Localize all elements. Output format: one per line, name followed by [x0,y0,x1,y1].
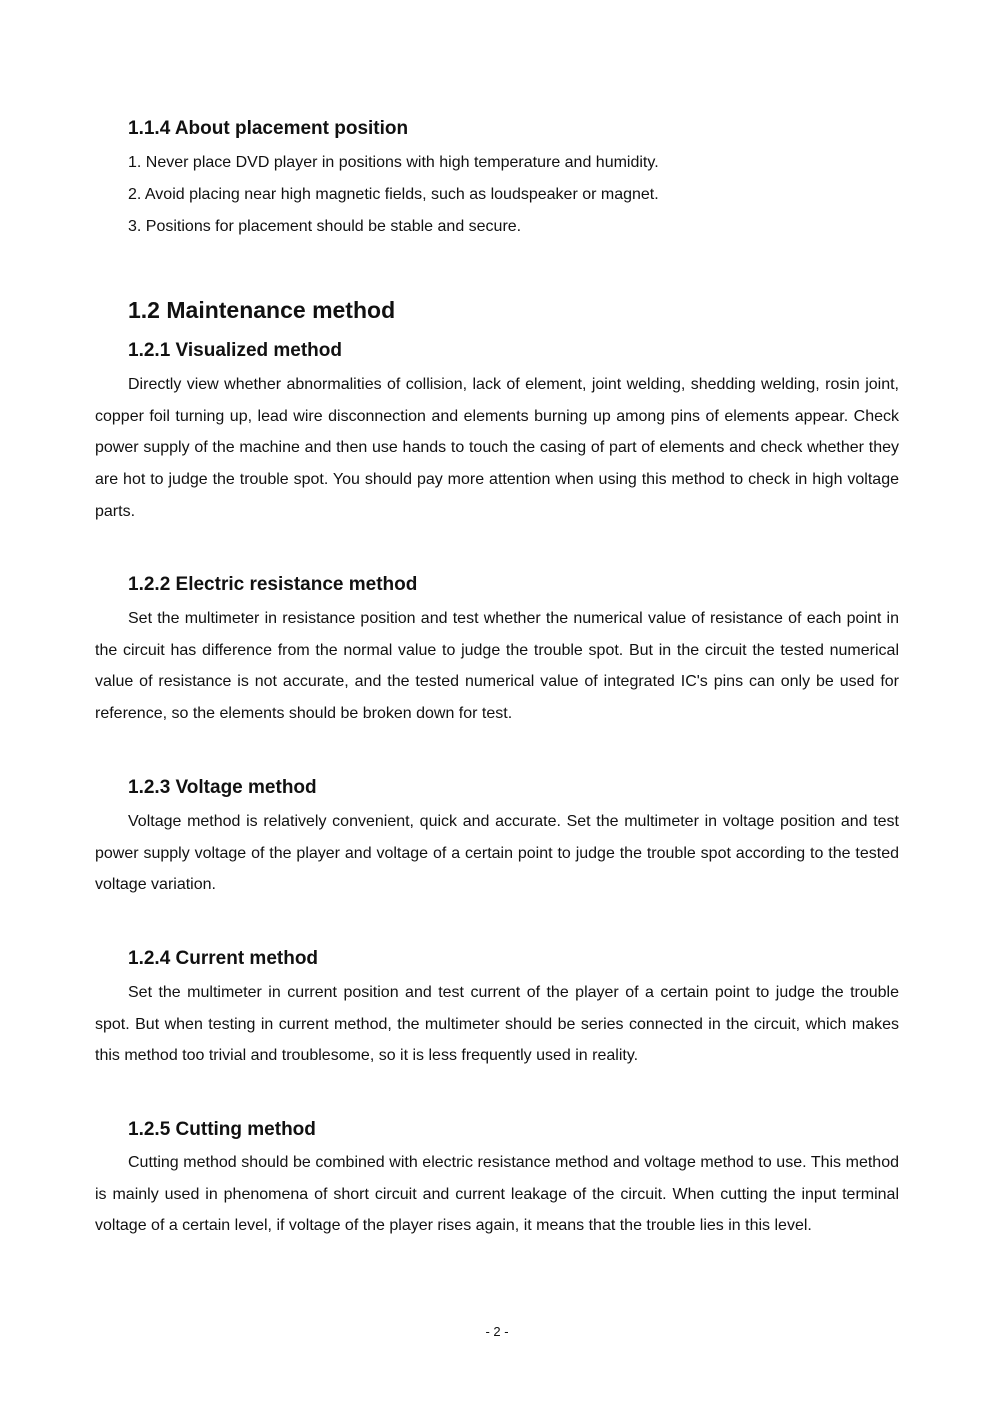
section-heading-1-2-1: 1.2.1 Visualized method [128,340,343,361]
body-paragraph: Directly view whether abnormalities of collision, lack of element, joint welding, shedding welding, rosin joint, copper foil turning up, lead wire disconnection and elements burning up among pins of elements appear. Check power supply of the machine and then use hands to touch the casing of part of elements and check whether they are hot to judge the trouble spot. You should pay more attention when using this method to check in high voltage parts. [95,376,899,520]
section-heading-1-2-3: 1.2.3 Voltage method [128,777,317,798]
body-paragraph: Set the multimeter in current position and test current of the player of a certain point to judge the trouble spot. But when testing in current method, the multimeter should be series connected in the circuit, which makes this method too trivial and troublesome, so it is less frequently used in reality. [95,984,899,1065]
section-heading-1-2-4: 1.2.4 Current method [128,948,319,969]
section-heading-1-2-2: 1.2.2 Electric resistance method [128,574,418,595]
list-item: 2. Avoid placing near high magnetic fields, such as loudspeaker or magnet. [128,186,659,203]
page-number: - 2 - [485,1324,509,1339]
section-heading-1-2-5: 1.2.5 Cutting method [128,1119,316,1140]
body-paragraph: Set the multimeter in resistance position and test whether the numerical value of resistance of each point in the circuit has difference from the normal value to judge the trouble spot. But in the circuit the tested numerical value of resistance is not accurate, and the tested numerical value of integrated IC's pins can only be used for reference, so the elements should be broken down for test. [95,610,899,723]
body-paragraph: Cutting method should be combined with electric resistance method and voltage method to use. This method is mainly used in phenomena of short circuit and current leakage of the circuit. When cutting the input terminal voltage of a certain level, if voltage of the player rises again, it means that the trouble lies in this level. [95,1154,899,1235]
list-item: 3. Positions for placement should be stable and secure. [128,218,522,235]
body-paragraph: Voltage method is relatively convenient, quick and accurate. Set the multimeter in voltage position and test power supply voltage of the player and voltage of a certain point to judge the trouble spot according to the tested voltage variation. [95,813,899,894]
section-heading-1-2: 1.2 Maintenance method [128,297,396,323]
list-item: 1. Never place DVD player in positions with high temperature and humidity. [128,154,659,171]
section-heading-1-1-4: 1.1.4 About placement position [128,118,409,139]
